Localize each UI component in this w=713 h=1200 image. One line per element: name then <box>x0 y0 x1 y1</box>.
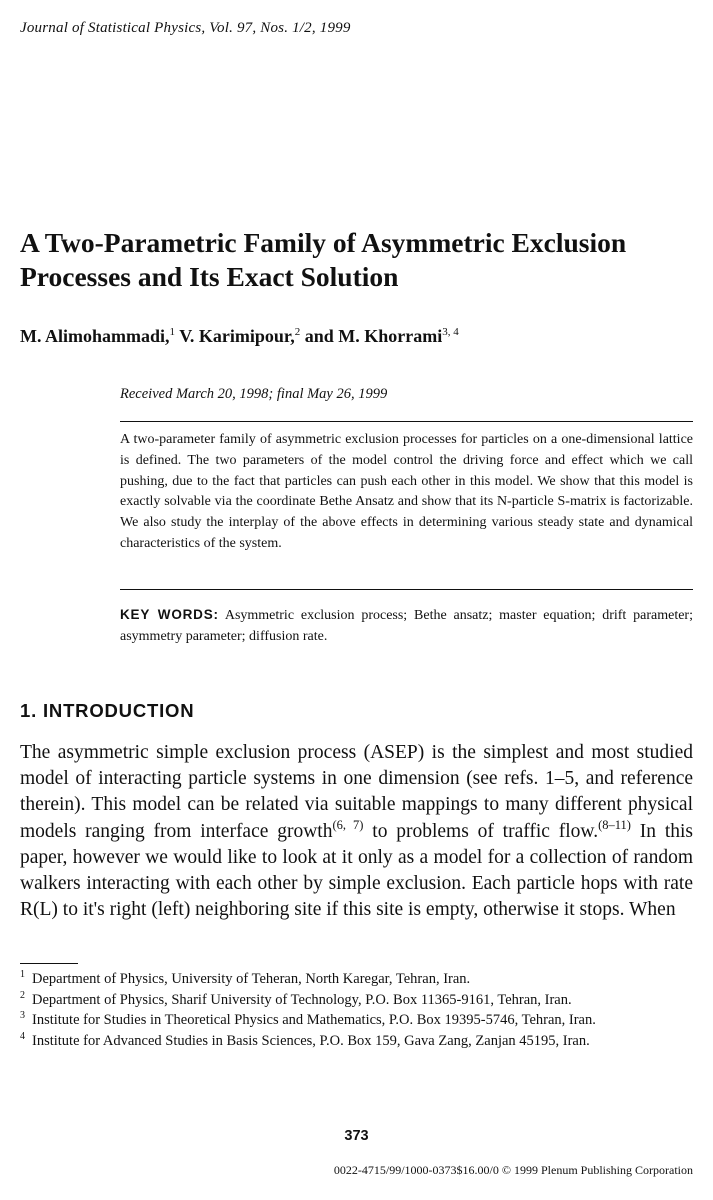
footnote-3 <box>20 1010 693 1031</box>
section-heading-introduction: 1. INTRODUCTION <box>20 700 195 721</box>
author-1-name: M. Alimohammadi, <box>20 326 170 346</box>
abstract: A two-parameter family of asymmetric exclusion processes for particles on a one-dimensional lattice is defined. The two parameters of the model control the driving force and effect which we call pushing, due to the fact that particles can push each other in this model. We show that this model is exactly solvable via the coordinate Bethe Ansatz and show that its N-particle S-matrix is factorizable. We also study the interplay of the above effects in determining various steady state and dynamical characteristics of the system. <box>120 432 693 551</box>
footnote-2-number: 2 <box>20 989 25 1001</box>
author-list <box>20 326 459 347</box>
journal-header: Journal of Statistical Physics, Vol. 97, Nos. 1/2, 1999 <box>20 20 351 36</box>
author-2-affiliation: 2 <box>294 326 301 338</box>
author-3-name: and M. Khorrami <box>304 326 443 346</box>
footnote-3-number: 3 <box>20 1010 25 1022</box>
intro-text-c: In this paper, however we would like to look at it only as a model for a collection of random walkers interacting with each other by simple exclusion. Each particle hops with rate R(L) to it's right (left) neighboring site if this site is empty, otherwise it stops. When <box>20 820 693 921</box>
footnote-1 <box>20 969 693 990</box>
copyright-line: 0022-4715/99/1000-0373$16.00/0 © 1999 Plenum Publishing Corporation <box>333 1163 693 1177</box>
footnote-1-number: 1 <box>20 969 25 980</box>
author-2-name: V. Karimipour, <box>179 326 295 346</box>
citation-6-7: (6, 7) <box>332 817 364 832</box>
footnote-4 <box>20 1031 693 1052</box>
abstract-bottom-rule <box>120 589 693 590</box>
page-number: 373 <box>344 1128 369 1144</box>
footnote-rule <box>20 963 78 964</box>
citation-8-11: (8–11) <box>598 817 631 832</box>
author-3-affiliation: 3, 4 <box>442 326 459 338</box>
abstract-top-rule <box>120 421 693 422</box>
footnote-4-number: 4 <box>20 1031 25 1043</box>
keywords-text: Asymmetric exclusion process; Bethe ansatz; master equation; drift parameter; asymmetry parameter; diffusion rate. <box>120 608 693 644</box>
footnote-2-text: Department of Physics, Sharif University of Technology, P.O. Box 11365-9161, Tehran, Iran. <box>32 991 572 1008</box>
footnote-4-text: Institute for Advanced Studies in Basis Sciences, P.O. Box 159, Gava Zang, Zanjan 45195, Iran. <box>32 1033 590 1050</box>
title-line-1: A Two-Parametric Family of Asymmetric Exclusion <box>20 227 627 258</box>
footnote-3-text: Institute for Studies in Theoretical Physics and Mathematics, P.O. Box 19395-5746, Tehran, Iran. <box>32 1012 596 1029</box>
footnote-1-text: Department of Physics, University of Teheran, North Karegar, Tehran, Iran. <box>32 971 471 987</box>
title-line-2: Processes and Its Exact Solution <box>20 261 399 292</box>
footnote-2 <box>20 990 693 1011</box>
footnotes <box>20 969 693 1052</box>
article-title <box>20 226 695 294</box>
keywords-label: KEY WORDS: <box>120 607 219 622</box>
intro-text-b: to problems of traffic flow. <box>363 820 599 842</box>
keywords <box>120 605 693 648</box>
introduction-paragraph <box>20 740 693 923</box>
author-1-affiliation: 1 <box>169 326 176 338</box>
intro-text-a: The asymmetric simple exclusion process (ASEP) is the simplest and most studied model of interacting particle systems in one dimension (see refs. 1–5, and reference therein). This model can be related via suitable mappings to many different physical models ranging from interface growth <box>20 742 693 842</box>
received-dates: Received March 20, 1998; final May 26, 1999 <box>120 386 388 402</box>
